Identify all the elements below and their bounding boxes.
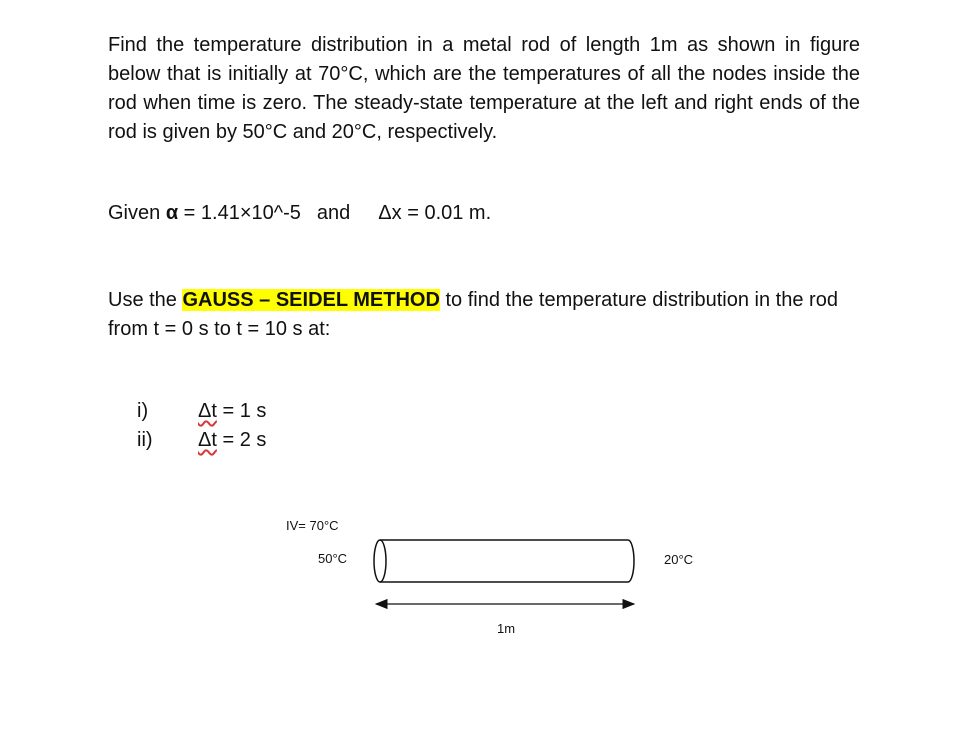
alpha-symbol: α: [165, 202, 179, 224]
case-1-timestep: [198, 400, 266, 423]
instruction-after: to find the temperature distribution in the rod from t = 0 s to t = 10 s at:: [108, 289, 838, 340]
instruction-before: Use the: [108, 289, 183, 311]
instruction: [108, 286, 860, 344]
case-2-dt-value: = 2 s: [216, 429, 267, 451]
problem-intro: Find the temperature distribution in a metal rod of length 1m as shown in figure below that is initially at 70°C, which are the temperatures of all the nodes inside the rod when time is zero. The steady-state temperature at the left and right ends of the rod is given by 50°C and 20°C, respectively.: [108, 34, 860, 143]
right-temperature-label: 20°C: [664, 552, 694, 567]
dx-value: Δx = 0.01 m.: [378, 202, 492, 224]
initial-value-label: IV= 70°C: [286, 518, 339, 533]
case-1-dt-symbol: Δt: [198, 400, 217, 422]
given-values: [108, 202, 491, 225]
case-2-timestep: [198, 429, 266, 452]
rod-diagram: [360, 530, 650, 620]
case-1-dt-value: = 1 s: [216, 400, 267, 422]
rod-cylinder: [374, 540, 634, 582]
given-prefix: Given: [108, 202, 166, 224]
given-and: and: [316, 202, 351, 224]
left-temperature-label: 50°C: [318, 551, 348, 566]
case-1-numeral: i): [137, 400, 149, 422]
case-2-dt-symbol: Δt: [198, 429, 217, 451]
rod-length-label: 1m: [497, 621, 516, 636]
case-2-numeral: ii): [137, 429, 153, 451]
method-highlight: GAUSS – SEIDEL METHOD: [182, 289, 440, 311]
alpha-value: = 1.41×10^-5: [178, 202, 301, 224]
